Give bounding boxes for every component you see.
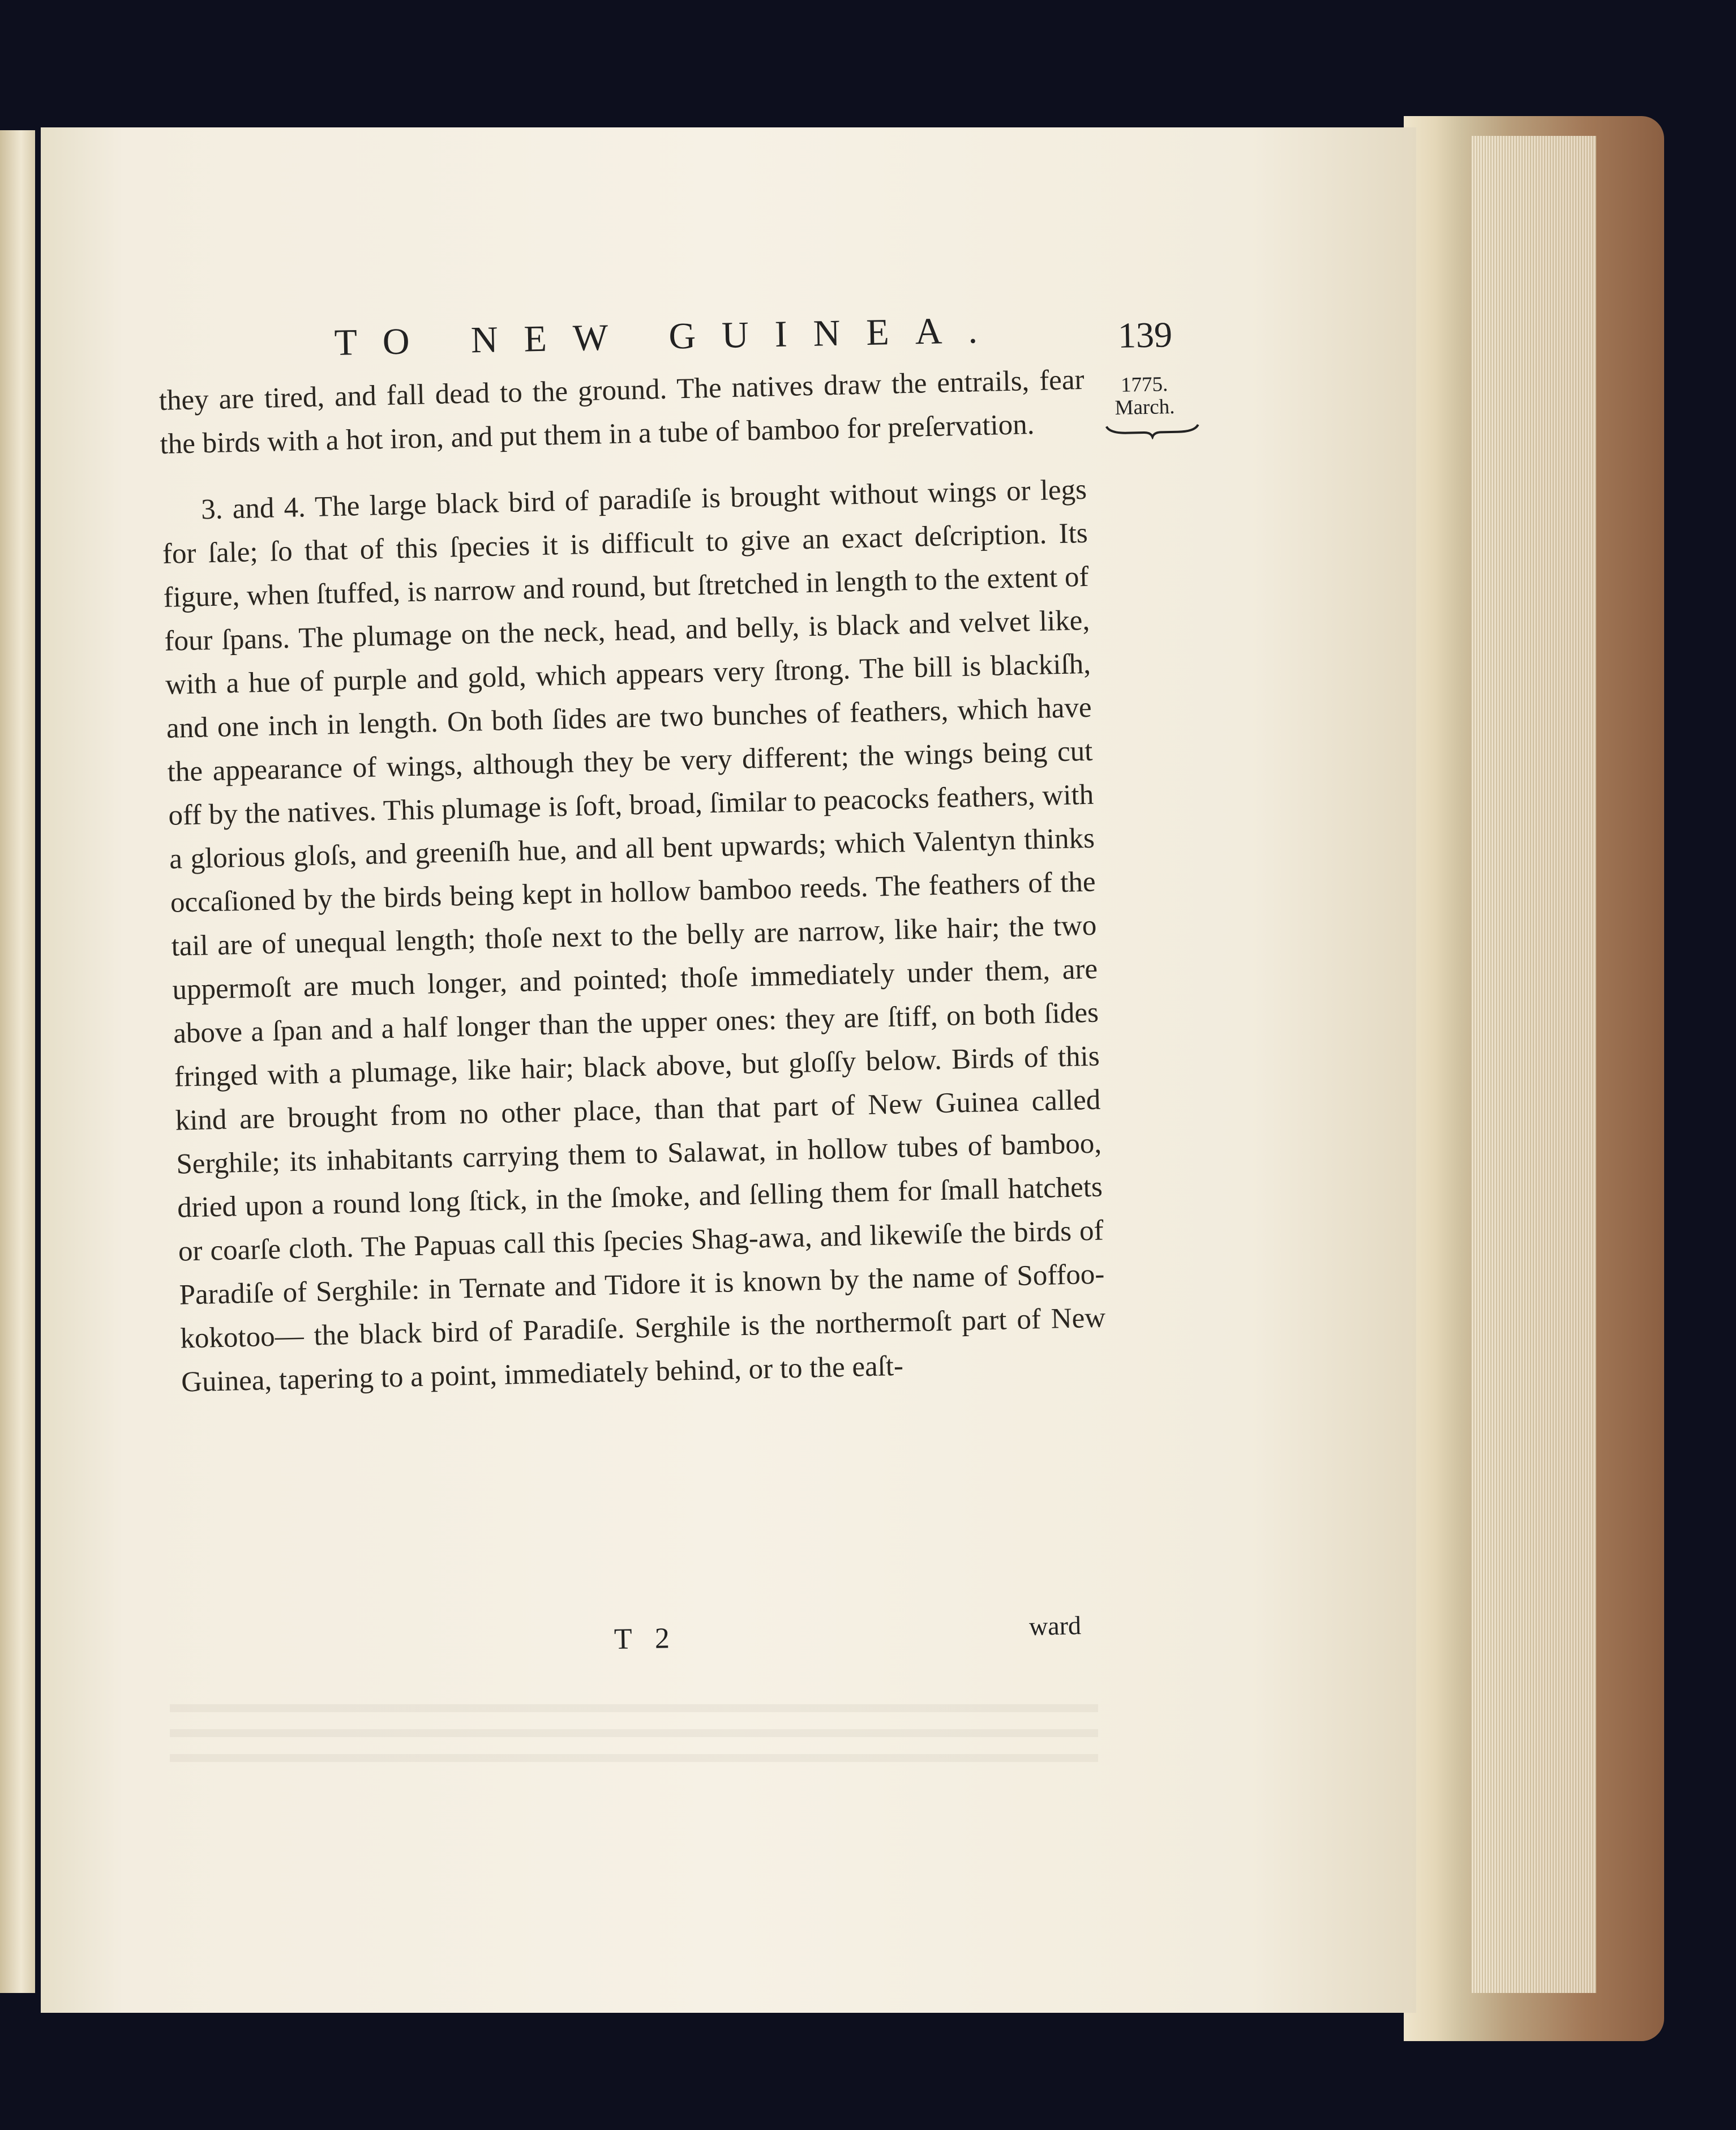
page-number: 139 [1117,314,1173,356]
signature-mark: T 2 [614,1622,678,1656]
brace-icon [1104,421,1201,440]
margin-note-month: March. [1115,395,1175,420]
catchword: ward [1028,1611,1082,1641]
running-head: TO NEW GUINEA. [334,309,1004,363]
show-through-text [170,1704,1098,1772]
margin-note [1103,373,1186,440]
page-edges [1472,136,1596,1993]
left-page-edge [0,130,35,1993]
paragraph: they are tired, and fall dead to the ground. The natives draw the entrails, fear the birds with a hot iron, and put them in a tube of bamboo for preſervation. [158,363,1085,460]
body-text [158,358,1107,1405]
margin-note-year: 1775. [1120,373,1168,397]
paragraph: 3. and 4. The large black bird of paradiſe is brought without wings or legs for ſale; ſo that of this ſpecies it is difficult to give an exact deſcription. Its figure, when ſtuffed, is narrow and round, but ſtretched in length to the extent of four ſpans. The plumage on the neck, head, and belly, is black and velvet like, with a hue of purple and gold, which appears very ſtrong. The bill is blackiſh, and one inch in length. On both ſides are two bunches of feathers, which have the appearance of wings, although they be very different; the wings being cut off by the natives. This plumage is ſoft, broad, ſimilar to peacocks feathers, with a glorious gloſs, and greeniſh hue, and all bent upwards; which Valentyn thinks occaſioned by the birds being kept in hollow bamboo reeds. The feathers of the tail are of unequal length; thoſe next to the belly are narrow, like hair; the two uppermoſt are much longer, and pointed; thoſe immediately under them, are above a ſpan and a half longer than the upper ones: they are ſtiff, on both ſides fringed with a plumage, like hair; black above, but gloſſy below. Birds of this kind are brought from no other place, than that part of New Guinea called Serghile; its inhabitants carrying them to Salawat, in hollow tubes of bamboo, dried upon a round long ſtick, in the ſmoke, and ſelling them for ſmall hatchets or coarſe cloth. The Papuas call this ſpecies Shag-awa, and likewiſe the birds of Paradiſe of Serghile: in Ternate and Tidore it is known by the name of Soffoo-kokotoo— the black bird of Paradiſe. Serghile is the northermoſt part of New Guinea, tapering to a point, immediately behind, or to the eaſt- [162,473,1106,1398]
